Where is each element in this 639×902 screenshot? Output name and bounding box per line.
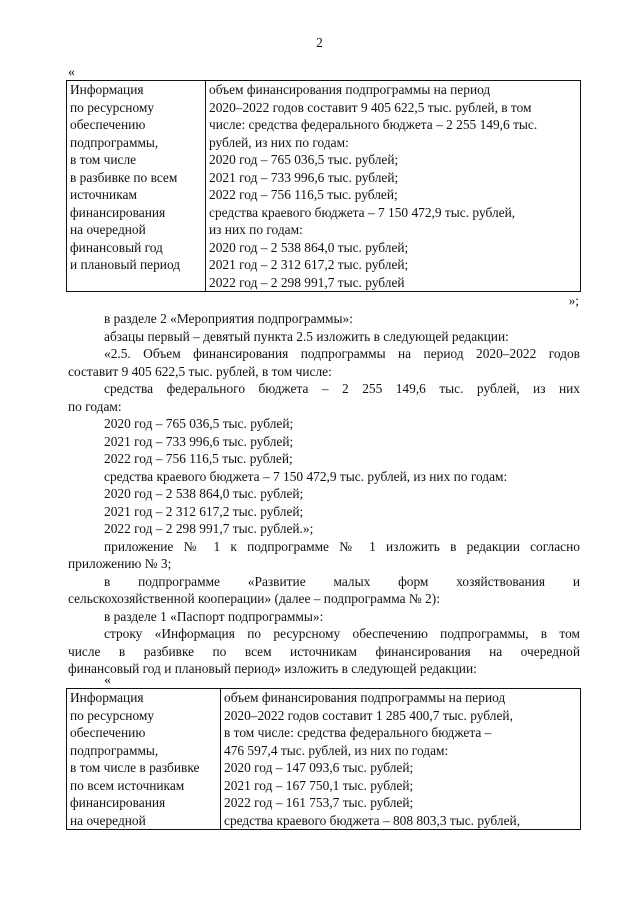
paragraph [68,625,580,643]
table2-left-line: в том числе в разбивке [70,760,200,775]
table2-right-line: объем финансирования подпрограммы на период [224,690,506,705]
table1-left-line: Информация [70,82,144,97]
table2-left-line: на очередной [70,812,146,828]
table1-right-line: 2021 год – 733 996,6 тыс. рублей; [209,169,399,185]
paragraph: 2020 год – 2 538 864,0 тыс. рублей; [104,486,304,501]
table1-right-line: 2021 год – 2 312 617,2 тыс. рублей; [209,257,409,272]
table1-right-line: из них по годам: [209,222,303,237]
table1-right-line: объем финансирования подпрограммы на период [209,82,491,97]
table1-left-line: финансирования [70,204,166,220]
table2-right-line: 2022 год – 161 753,7 тыс. рублей; [224,795,414,810]
table1-left-line: финансовый год [70,239,163,255]
table2-right-line: 476 597,4 тыс. рублей, из них по годам: [224,742,449,758]
table1-left-line: в разбивке по всем [70,169,178,185]
paragraph-line: «2.5. Объем финансирования подпрограммы на период 2020–2022 годов [104,346,580,361]
paragraph: средства краевого бюджета – 7 150 472,9 тыс. рублей, из них по годам: [104,468,508,484]
table1-left-line: и плановый период [70,257,181,272]
table1-left-line: обеспечению [70,117,146,132]
paragraph-line: строку «Информация по ресурсному обеспечению подпрограммы, в том [104,626,580,641]
paragraph [68,380,580,398]
table1-right-line: 2020 год – 2 538 864,0 тыс. рублей; [209,239,409,255]
close-quote-1: »; [568,293,579,308]
table2-right-line: 2021 год – 167 750,1 тыс. рублей; [224,777,414,793]
table2-right-line: в том числе: средства федерального бюджета – [224,725,492,740]
table1-left-line: по ресурсному [70,99,155,115]
paragraph: абзацы первый – девятый пункта 2.5 изложить в следующей редакции: [104,328,509,344]
paragraph-cont: по годам: [68,398,122,414]
paragraph-line: в подпрограмме «Развитие малых форм хозяйствования и [104,573,580,589]
table1-right-line: 2020–2022 годов составит 9 405 622,5 тыс. рублей, в том [209,99,532,115]
table2-right-line: средства краевого бюджета – 808 803,3 тыс. рублей, [224,812,521,828]
resource-table-2 [66,688,581,830]
resource-table-1 [66,80,581,292]
table2-left-line: по всем источникам [70,777,185,793]
table1-right-line: 2020 год – 765 036,5 тыс. рублей; [209,152,399,167]
table2-right-line: 2020 год – 147 093,6 тыс. рублей; [224,760,414,775]
paragraph-line: числе в разбивке по всем источникам финансирования на очередной [68,643,580,659]
table1-right-cell [206,81,581,292]
table1-left-line: на очередной [70,222,146,237]
table1-right-line: рублей, из них по годам: [209,134,349,150]
paragraph: в разделе 1 «Паспорт подпрограммы»: [104,608,324,624]
paragraph [68,573,580,591]
open-quote-2: « [104,673,111,688]
table2-right-cell [221,689,581,830]
paragraph: 2021 год – 2 312 617,2 тыс. рублей; [104,503,304,519]
table2-left-line: по ресурсному [70,707,155,723]
table1-right-line: средства краевого бюджета – 7 150 472,9 тыс. рублей, [209,204,516,220]
paragraph-cont: составит 9 405 622,5 тыс. рублей, в том числе: [68,363,332,379]
table1-right-line: 2022 год – 756 116,5 тыс. рублей; [209,187,398,202]
paragraph-cont: сельскохозяйственной кооперации» (далее – подпрограмма № 2): [68,591,440,606]
body-text [68,310,580,678]
paragraph [68,345,580,363]
table1-left-line: источникам [70,187,137,202]
paragraph-cont: приложению № 3; [68,556,172,571]
table1-right-line: числе: средства федерального бюджета – 2 255 149,6 тыс. [209,117,538,132]
table2-left-line: финансирования [70,795,166,810]
paragraph: в разделе 2 «Мероприятия подпрограммы»: [104,311,353,326]
paragraph-line: приложение № 1 к подпрограмме № 1 изложить в редакции согласно [104,538,580,554]
paragraph-line: средства федерального бюджета – 2 255 149,6 тыс. рублей, из них [104,381,580,396]
paragraph: 2021 год – 733 996,6 тыс. рублей; [104,433,294,449]
paragraph: 2022 год – 2 298 991,7 тыс. рублей.»; [104,521,314,536]
table1-left-line: в том числе [70,152,137,167]
paragraph: 2022 год – 756 116,5 тыс. рублей; [104,451,293,466]
table1-right-line: 2022 год – 2 298 991,7 тыс. рублей [209,274,405,290]
table1-left-line: подпрограммы, [70,134,159,150]
page-number: 2 [316,35,323,50]
table2-right-line: 2020–2022 годов составит 1 285 400,7 тыс. рублей, [224,707,513,723]
table2-left-line: подпрограммы, [70,742,159,758]
table2-left-line: Информация [70,690,144,705]
paragraph-cont [68,643,580,661]
paragraph: 2020 год – 765 036,5 тыс. рублей; [104,416,294,431]
paragraph-cont: финансовый год и плановый период» изложить в следующей редакции: [68,661,477,676]
open-quote-1: « [68,65,75,80]
paragraph [68,538,580,556]
table2-left-line: обеспечению [70,725,146,740]
table2-left-cell [67,689,221,830]
table1-left-cell [67,81,206,292]
